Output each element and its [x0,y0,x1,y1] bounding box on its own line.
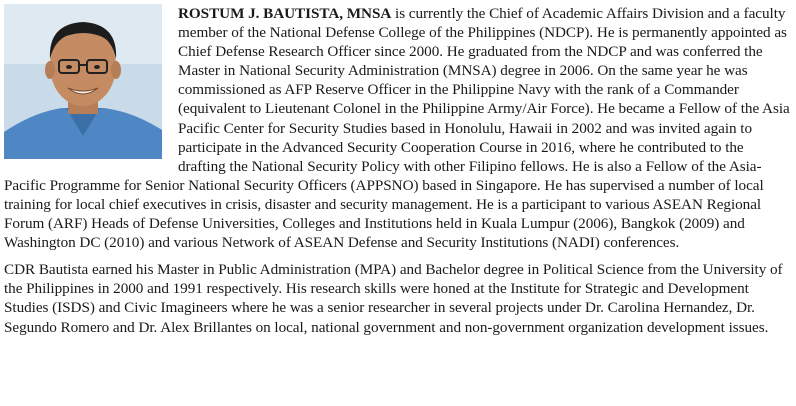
bio-paragraph-2: CDR Bautista earned his Master in Public Administration (MPA) and Bachelor degree in Political Science from the University of the Philippines in 2000 and 1991 respectively. His research skills were honed at the Institute for Strategic and Development Studies (ISDS) and Civic Imagineers where he was a senior researcher in several projects under Dr. Carolina Hernandez, Dr. Segundo Romero and Dr. Alex Brillantes on local, national government and non-government organization development issues. [4,261,783,336]
bio-page [4,4,792,337]
person-name: ROSTUM J. BAUTISTA, MNSA [178,5,392,22]
profile-photo [4,4,162,159]
portrait-image [4,4,162,159]
bio-paragraph-1-text: is currently the Chief of Academic Affairs Division and a faculty member of the National Defense College of the Philippines (NDCP). He is permanently appointed as Chief Defense Research Officer since 2000. He graduated from the NDCP and was conferred the Master in National Security Administration (MNSA) degree in 2006. On the same year he was commissioned as AFP Reserve Officer in the Philippine Navy with the rank of a Commander (equivalent to Lieutenant Colonel in the Philippine Army/Air Force). He became a Fellow of the Asia Pacific Center for Security Studies based in Honolulu, Hawaii in 2002 and was invited again to participate in the Advanced Security Cooperation Course in 2016, where he contributed to the drafting the National Security Policy with other Filipino fellows. He is also a Fellow of the Asia-Pacific Programme for Senior National Security Officers (APPSNO) based in Singapore. He has supervised a number of local training for local chief executives in crisis, disaster and security management. He is a participant to various ASEAN Regional Forum (ARF) Heads of Defense Universities, Colleges and Institutions held in Kuala Lumpur (2006), Bangkok (2009) and Washington DC (2010) and various Network of ASEAN Defense and Security Institutions (NADI) conferences. [4,5,790,252]
